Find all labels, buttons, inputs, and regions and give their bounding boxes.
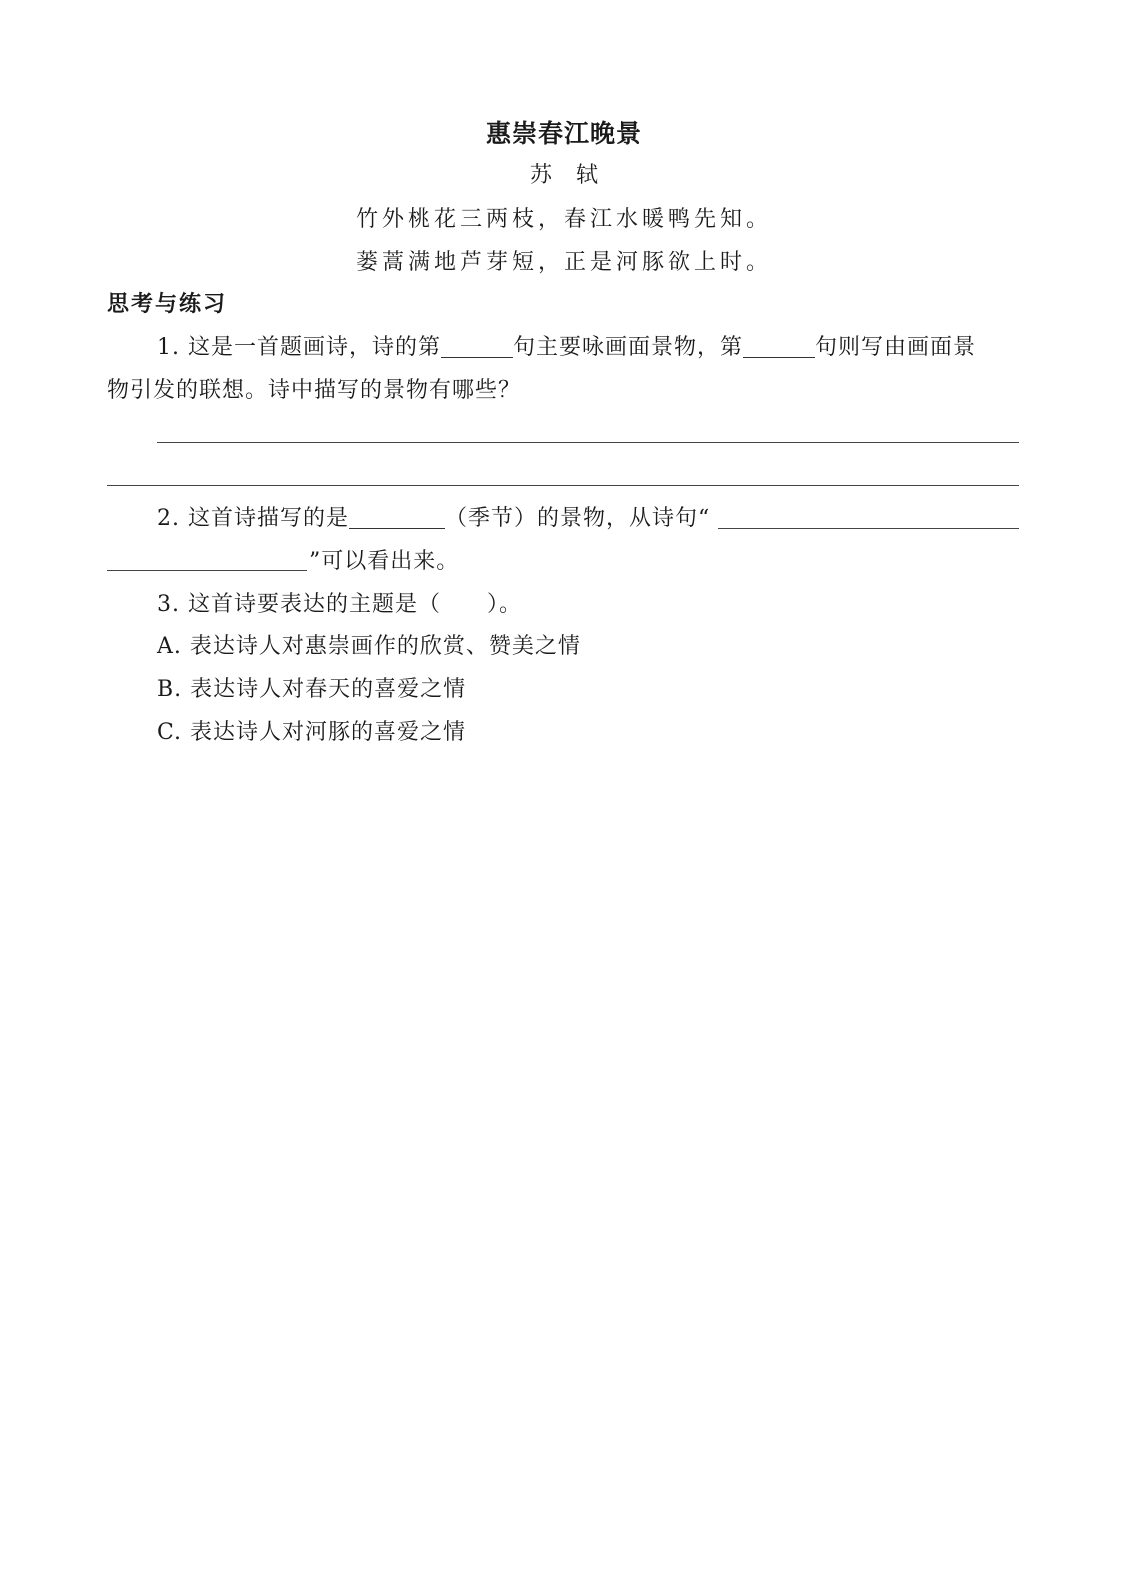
q1-text-part3: 句则写由画面景 [815,335,977,360]
section-title: 思考与练习 [107,292,228,317]
q2-verse-blank-1[interactable] [718,528,1019,529]
q3-option-a[interactable]: A. 表达诗人对惠崇画作的欣赏、赞美之情 [157,634,581,659]
q2-text-part2: （季节）的景物，从诗句“ [444,506,711,531]
q3-option-c[interactable]: C. 表达诗人对河豚的喜爱之情 [157,720,467,745]
poem-title: 惠崇春江晚景 [485,119,642,148]
q1-blank-1[interactable] [441,333,513,358]
q1-answer-line-1[interactable] [157,442,1019,443]
q2-text-part3: ”可以看出来。 [309,549,460,574]
question-2-line-1 [157,501,710,532]
question-3-stem [157,587,522,618]
poem-author: 苏轼 [529,163,622,188]
q1-text-part1: 1. 这是一首题画诗，诗的第 [157,335,441,360]
poem-line-1: 竹外桃花三两枝，春江水暖鸭先知。 [355,207,772,232]
question-1-line-1 [157,330,976,361]
q2-verse-blank-2[interactable] [107,570,307,571]
q1-text-part2: 句主要咏画面景物，第 [512,335,743,360]
q1-text-part4: 物引发的联想。诗中描写的景物有哪些？ [107,378,522,403]
q3-stem-before: 3. 这首诗要表达的主题是（ [157,592,441,617]
q2-season-blank[interactable] [349,504,445,529]
q1-blank-2[interactable] [743,333,815,358]
q1-answer-line-2[interactable] [107,485,1019,486]
q3-stem-after: ）。 [486,592,522,617]
q3-option-b[interactable]: B. 表达诗人对春天的喜爱之情 [157,677,467,702]
q2-text-part1: 2. 这首诗描写的是 [157,506,349,531]
poem-line-2: 蒌蒿满地芦芽短，正是河豚欲上时。 [355,250,772,275]
